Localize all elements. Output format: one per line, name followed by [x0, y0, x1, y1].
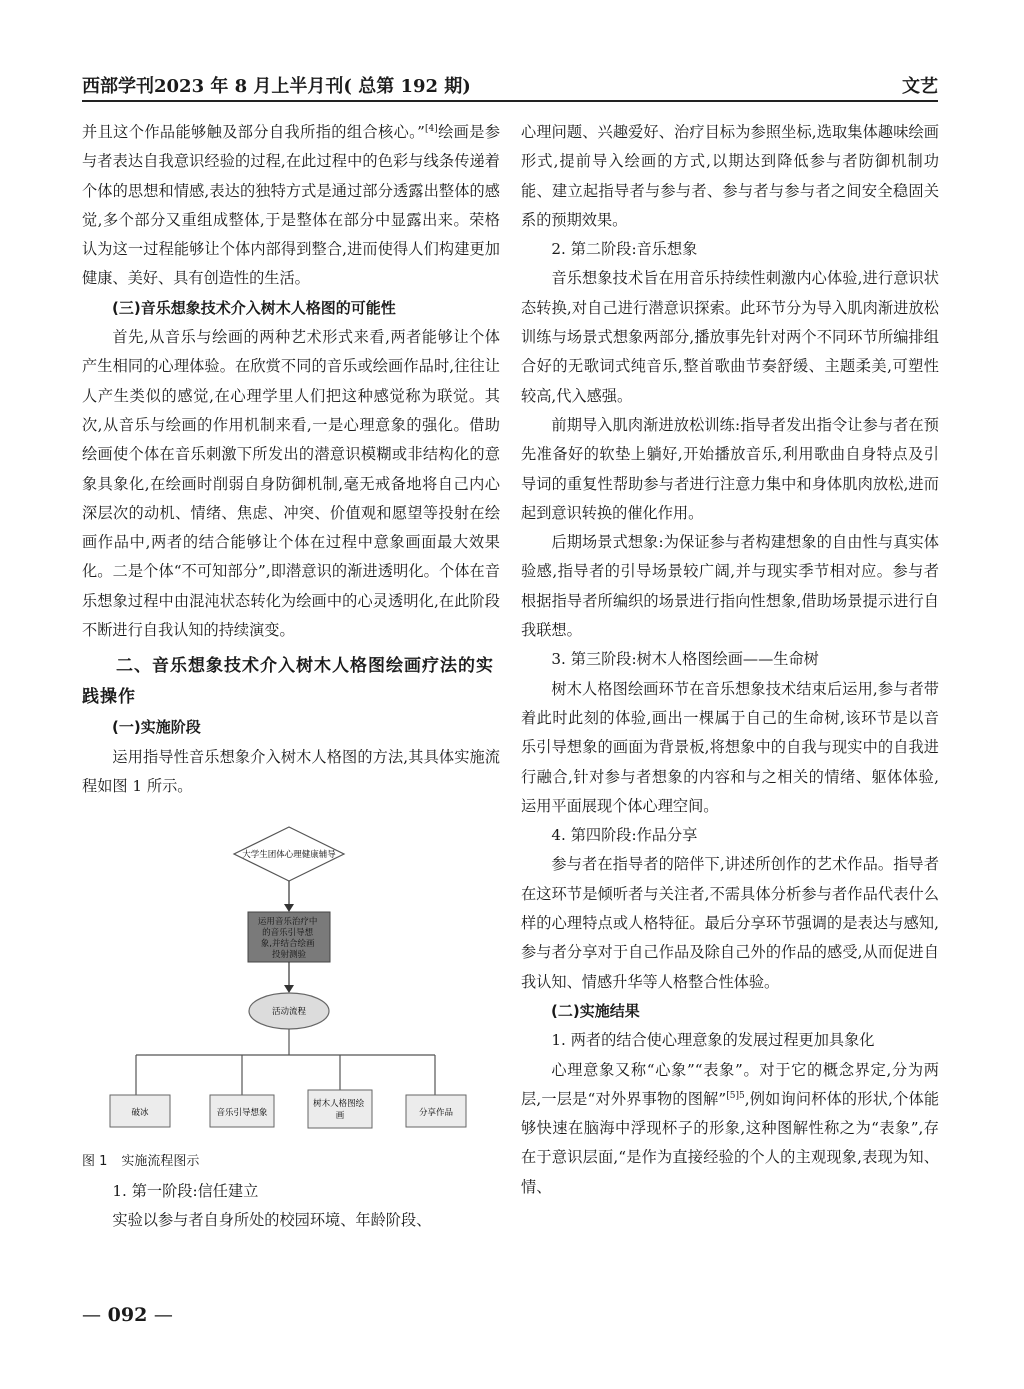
paragraph: 心理问题、兴趣爱好、治疗目标为参照坐标,选取集体趣味绘画形式,提前导入绘画的方式,以期达到降低参与者防御机制功能、建立起指导者与参与者、参与者与参与者之间安全稳固关系的预期效果。 [521, 123, 939, 229]
paragraph: 音乐想象技术旨在用音乐持续性刺激内心体验,进行意识状态转换,对自己进行潜意识探索。此环节分为导入肌肉渐进放松训练与场景式想象两部分,播放事先针对两个不同环节所编排组合好的无歌词式纯音乐,整首歌曲节奏舒缓、主题柔美,可塑性较高,代入感强。 [521, 269, 939, 405]
paragraph: 首先,从音乐与绘画的两种艺术形式来看,两者能够让个体产生相同的心理体验。在欣赏不同的音乐或绘画作品时,往往让人产生类似的感觉,在心理学里人们把这种感觉称为联觉。其次,从音乐与绘画的作用机制来看,一是心理意象的强化。借助绘画使个体在音乐刺激下所发出的潜意识模糊或非结构化的意象具象化,在绘画时削弱自身防御机制,毫无戒备地将自己内心深层次的动机、情绪、焦虑、冲突、价值观和愿望等投射在绘画作品中,两者的结合能够让个体在过程中意象画面最大效果化。二是个体“不可知部分”,即潜意识的渐进透明化。个体在音乐想象过程中由混沌状态转化为绘画中的心灵透明化,在此阶段不断进行自我认知的持续演变。 [82, 328, 500, 640]
stage-label: 破冰 [131, 1108, 149, 1119]
flowchart-figure [82, 811, 500, 1141]
subsection-heading: (一)实施阶段 [112, 718, 201, 737]
stage-heading: 4. 第四阶段:作品分享 [551, 826, 698, 845]
citation: [5]5 [726, 1090, 745, 1101]
process-box-line: 的音乐引导想 [262, 928, 314, 939]
paragraph: 实验以参与者自身所处的校园环境、年龄阶段、 [112, 1210, 432, 1229]
arrowhead [284, 985, 294, 993]
stage-label: 分享作品 [418, 1108, 454, 1119]
process-box-line: 运用音乐治疗中 [257, 917, 318, 928]
page-number [82, 1304, 173, 1326]
process-box-line: 象,并结合绘画 [260, 939, 315, 950]
ellipse-label: 活动流程 [271, 1007, 307, 1018]
stage-label: 音乐引导想象 [216, 1108, 268, 1119]
stage-box-tree-drawing [308, 1090, 372, 1128]
stage-heading: 2. 第二阶段:音乐想象 [551, 240, 698, 259]
stage-label-line: 画 [335, 1111, 345, 1122]
diamond-label: 大学生团体心理健康辅导 [242, 850, 336, 861]
text: ,例如询问杯体的形状,个体能够快速在脑海中浮现杯子的形象,这种图解性称之为“表象”,存在于意识层面,“是作为直接经验的个人的主观现象,表现为知、情、 [521, 1089, 940, 1196]
paragraph: 前期导入肌肉渐进放松训练:指导者发出指令让参与者在预先准备好的软垫上躺好,开始播放音乐,利用歌曲自身特点及引导词的重复性帮助参与者进行注意力集中和身体肌肉放松,进而起到意识转换的催化作用。 [521, 415, 939, 522]
stage-heading: 3. 第三阶段:树木人格图绘画——生命树 [551, 650, 819, 669]
header-rule [82, 100, 938, 102]
running-header [82, 72, 938, 98]
paragraph [521, 1056, 939, 1202]
page-number-value: 092 [107, 1304, 148, 1326]
paragraph: 后期场景式想象:为保证参与者构建想象的自由性与真实体验感,指导者的引导场景较广阔,并与现实季节相对应。参与者根据指导者所编织的场景进行指向性想象,借助场景提示进行自我联想。 [521, 533, 939, 640]
text: 心理意象又称“心象”“表象”。对于它的概念界定,分为两层,一层是“对外界事物的图解” [521, 1060, 939, 1108]
left-column [82, 118, 500, 1235]
subsection-heading: (三)音乐想象技术介入树木人格图的可能性 [112, 298, 396, 317]
paragraph: 运用指导性音乐想象介入树木人格图的方法,其具体实施流程如图 1 所示。 [82, 747, 500, 795]
text: 绘画是参与者表达自我意识经验的过程,在此过程中的色彩与线条传递着个体的思想和情感,表达的独特方式是通过部分透露出整体的感觉,多个部分又重组成整体,于是整体在部分中显露出来。荣格认为这一过程能够让个体内部得到整合,进而使得人们构建更加健康、美好、具有创造性的生活。 [82, 123, 501, 288]
dash-right: — [153, 1304, 173, 1326]
right-column [521, 118, 939, 1202]
arrowhead [284, 904, 294, 912]
section-name: 文艺 [902, 76, 938, 97]
stage-label-line: 树木人格图绘 [313, 1099, 365, 1110]
citation: [4] [424, 123, 438, 134]
paragraph [82, 118, 500, 294]
journal-title: 西部学刊2023 年 8 月上半月刊( 总第 192 期) [82, 76, 471, 97]
result-heading: 1. 两者的结合使心理意象的发展过程更加具象化 [551, 1031, 875, 1050]
figure-label: 图 1 [82, 1154, 108, 1170]
figure-title: 实施流程图示 [121, 1154, 200, 1170]
dash-left: — [82, 1304, 101, 1326]
text: 并且这个作品能够触及部分自我所指的组合核心。” [82, 123, 425, 141]
process-box-line: 投射测验 [271, 950, 307, 961]
paragraph: 参与者在指导者的陪伴下,讲述所创作的艺术作品。指导者在这环节是倾听者与关注者,不需具体分析参与者作品代表什么样的心理特点或人格特征。最后分享环节强调的是表达与感知,参与者分享对于自己作品及除自己外的作品的感受,从而促进自我认知、情感升华等人格整合性体验。 [521, 855, 939, 991]
figure-caption [82, 1147, 500, 1176]
subsection-heading: (二)实施结果 [551, 1001, 640, 1020]
section-heading: 二、音乐想象技术介入树木人格图绘画疗法的实践操作 [82, 656, 494, 708]
paragraph: 树木人格图绘画环节在音乐想象技术结束后运用,参与者带着此时此刻的体验,画出一棵属于自己的生命树,该环节是以音乐引导想象的画面为背景板,将想象中的自我与现实中的自我进行融合,针对参与者想象的内容和与之相关的情绪、躯体体验,运用平面展现个体心理空间。 [521, 679, 939, 815]
flowchart [82, 811, 500, 1141]
stage-heading: 1. 第一阶段:信任建立 [112, 1181, 259, 1200]
